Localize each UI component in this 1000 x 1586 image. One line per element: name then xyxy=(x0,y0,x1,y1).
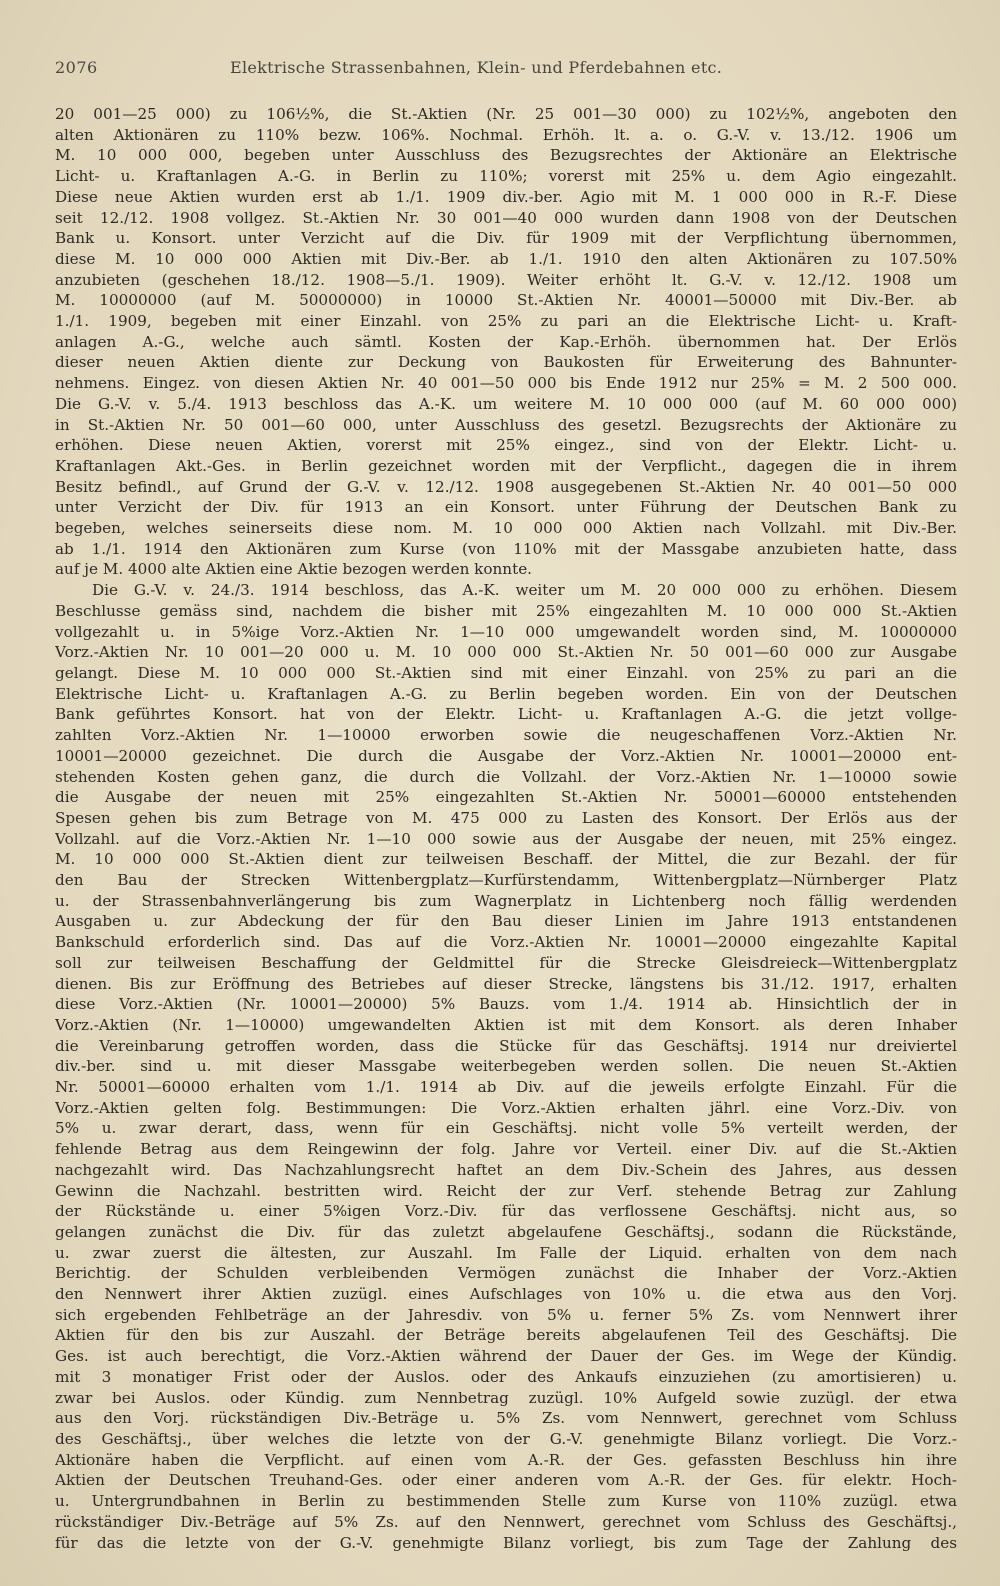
text-line: Kraftanlagen Akt.-Ges. in Berlin gezeichnet worden mit der Verpflicht., dagegen die in ihrem xyxy=(55,456,957,475)
text-line: Elektrische Licht- u. Kraftanlagen A.-G. zu Berlin begeben worden. Ein von der Deutschen xyxy=(55,684,957,703)
text-line: fehlende Betrag aus dem Reingewinn der folg. Jahre vor Verteil. einer Div. auf die St.-Aktien xyxy=(55,1140,957,1159)
running-head: Elektrische Strassenbahnen, Klein- und Pferdebahnen etc. xyxy=(230,58,723,77)
text-line: zahlten Vorz.-Aktien Nr. 1—10000 erworben sowie die neugeschaffenen Vorz.-Aktien Nr. xyxy=(55,726,957,745)
text-line: den Bau der Strecken Wittenbergplatz—Kurfürstendamm, Wittenbergplatz—Nürnberger Platz xyxy=(55,871,957,890)
text-line: M. 10 000 000, begeben unter Ausschluss des Bezugsrechtes der Aktionäre an Elektrische xyxy=(55,146,957,165)
text-line: Licht- u. Kraftanlagen A.-G. in Berlin zu 110%; vorerst mit 25% u. dem Agio eingezahlt. xyxy=(55,167,957,186)
text-line: auf je M. 4000 alte Aktien eine Aktie bezogen werden konnte. xyxy=(55,560,533,579)
text-line: 20 001—25 000) zu 106½%, die St.-Aktien (Nr. 25 001—30 000) zu 102½%, angeboten den xyxy=(55,105,957,123)
text-line: nachgezahlt wird. Das Nachzahlungsrecht haftet an dem Div.-Schein des Jahres, aus dessen xyxy=(55,1160,957,1179)
text-line: Bank u. Konsort. unter Verzicht auf die Div. für 1909 mit der Verpflichtung übernommen, xyxy=(55,229,957,248)
text-line: M. 10 000 000 St.-Aktien dient zur teilweisen Beschaff. der Mittel, die zur Bezahl. der für xyxy=(55,850,957,869)
text-line: Beschlusse gemäss sind, nachdem die bisher mit 25% eingezahlten M. 10 000 000 St.-Aktien xyxy=(55,601,957,620)
text-line: dienen. Bis zur Eröffnung des Betriebes auf dieser Strecke, längstens bis 31./12. 1917, erhalten xyxy=(55,974,957,993)
text-line: Vorz.-Aktien (Nr. 1—10000) umgewandelten Aktien ist mit dem Konsort. als deren Inhaber xyxy=(55,1015,957,1034)
text-line: nehmens. Eingez. von diesen Aktien Nr. 40 001—50 000 bis Ende 1912 nur 25% = M. 2 500 000. xyxy=(55,374,957,393)
text-line: soll zur teilweisen Beschaffung der Geldmittel für die Strecke Gleisdreieck—Wittenbergplatz xyxy=(55,953,957,972)
text-line: diese M. 10 000 000 Aktien mit Div.-Ber. ab 1./1. 1910 den alten Aktionären zu 107.50% xyxy=(55,249,957,268)
text-line: begeben, welches seinerseits diese nom. M. 10 000 000 Aktien nach Vollzahl. mit Div.-Ber. xyxy=(55,519,957,538)
text-line: seit 12./12. 1908 vollgez. St.-Aktien Nr. 30 001—40 000 wurden dann 1908 von der Deutschen xyxy=(55,208,957,227)
text-line: Vorz.-Aktien gelten folg. Bestimmungen: Die Vorz.-Aktien erhalten jährl. eine Vorz.-Div. von xyxy=(55,1098,957,1117)
text-line: u. der Strassenbahnverlängerung bis zum Wagnerplatz in Lichtenberg noch fällig werdenden xyxy=(55,891,957,910)
text-line: zwar bei Auslos. oder Kündig. zum Nennbetrag zuzügl. 10% Aufgeld sowie zuzügl. der etwa xyxy=(55,1388,957,1407)
text-line: Ges. ist auch berechtigt, die Vorz.-Aktien während der Dauer der Ges. im Wege der Kündig. xyxy=(55,1347,957,1366)
text-line: Ausgaben u. zur Abdeckung der für den Bau dieser Linien im Jahre 1913 entstandenen xyxy=(55,912,957,931)
text-line: Nr. 50001—60000 erhalten vom 1./1. 1914 ab Div. auf die jeweils erfolgte Einzahl. Für die xyxy=(55,1078,957,1097)
text-line: Vorz.-Aktien Nr. 10 001—20 000 u. M. 10 000 000 St.-Aktien Nr. 50 001—60 000 zur Ausgabe xyxy=(55,643,957,662)
text-line: erhöhen. Diese neuen Aktien, vorerst mit 25% eingez., sind von der Elektr. Licht- u. xyxy=(55,436,957,455)
text-line: Die G.-V. v. 5./4. 1913 beschloss das A.-K. um weitere M. 10 000 000 (auf M. 60 000 000) xyxy=(55,394,957,413)
text-line: die Vereinbarung getroffen worden, dass die Stücke für das Geschäftsj. 1914 nur dreiviertel xyxy=(55,1036,957,1055)
text-line: ab 1./1. 1914 den Aktionären zum Kurse (von 110% mit der Massgabe anzubieten hatte, dass xyxy=(55,539,957,558)
text-line: Besitz befindl., auf Grund der G.-V. v. 12./12. 1908 ausgegebenen St.-Aktien Nr. 40 001—50 000 xyxy=(55,477,957,496)
text-line: Aktien der Deutschen Treuhand-Ges. oder einer anderen vom A.-R. der Ges. für elektr. Hoch- xyxy=(55,1471,957,1490)
text-line: sich ergebenden Fehlbeträge an der Jahresdiv. von 5% u. ferner 5% Zs. vom Nennwert ihrer xyxy=(55,1305,957,1324)
page-number: 2076 xyxy=(55,58,98,77)
text-line: 5% u. zwar derart, dass, wenn für ein Geschäftsj. nicht volle 5% verteilt werden, der xyxy=(55,1119,957,1138)
text-line: Spesen gehen bis zum Betrage von M. 475 000 zu Lasten des Konsort. Der Erlös aus der xyxy=(55,808,957,827)
text-line: unter Verzicht der Div. für 1913 an ein Konsort. unter Führung der Deutschen Bank zu xyxy=(55,498,957,517)
text-line: Gewinn die Nachzahl. bestritten wird. Reicht der zur Verf. stehende Betrag zur Zahlung xyxy=(55,1181,957,1200)
text-line: Die G.-V. v. 24./3. 1914 beschloss, das A.-K. weiter um M. 20 000 000 zu erhöhen. Diesem xyxy=(92,581,957,600)
text-line: M. 10000000 (auf M. 50000000) in 10000 St.-Aktien Nr. 40001—50000 mit Div.-Ber. ab xyxy=(55,291,957,310)
text-line: den Nennwert ihrer Aktien zuzügl. eines Aufschlages von 10% u. die etwa aus den Vorj. xyxy=(55,1285,957,1304)
text-line: 10001—20000 gezeichnet. Die durch die Ausgabe der Vorz.-Aktien Nr. 10001—20000 ent- xyxy=(55,746,957,765)
text-line: in St.-Aktien Nr. 50 001—60 000, unter Ausschluss des gesetzl. Bezugsrechts der Aktionäre zu xyxy=(55,415,957,434)
text-line: alten Aktionären zu 110% bezw. 106%. Nochmal. Erhöh. lt. a. o. G.-V. v. 13./12. 1906 um xyxy=(55,125,957,144)
text-line: div.-ber. sind u. mit dieser Massgabe weiterbegeben werden sollen. Die neuen St.-Aktien xyxy=(55,1057,957,1076)
text-line: Bankschuld erforderlich sind. Das auf die Vorz.-Aktien Nr. 10001—20000 eingezahlte Kapital xyxy=(55,933,957,952)
text-line: u. zwar zuerst die ältesten, zur Auszahl. Im Falle der Liquid. erhalten von dem nach xyxy=(55,1243,957,1262)
text-line: aus den Vorj. rückständigen Div.-Beträge u. 5% Zs. vom Nennwert, gerechnet vom Schluss xyxy=(55,1409,957,1428)
text-line: stehenden Kosten gehen ganz, die durch die Vollzahl. der Vorz.-Aktien Nr. 1—10000 sowie xyxy=(55,767,957,786)
text-line: dieser neuen Aktien diente zur Deckung von Baukosten für Erweiterung des Bahnunter- xyxy=(55,353,957,372)
text-line: vollgezahlt u. in 5%ige Vorz.-Aktien Nr. 1—10 000 umgewandelt worden sind, M. 10000000 xyxy=(55,622,957,641)
text-line: diese Vorz.-Aktien (Nr. 10001—20000) 5% Bauzs. vom 1./4. 1914 ab. Hinsichtlich der in xyxy=(55,995,957,1014)
text-line: die Ausgabe der neuen mit 25% eingezahlten St.-Aktien Nr. 50001—60000 entstehenden xyxy=(55,788,957,807)
text-line: Aktionäre haben die Verpflicht. auf einen vom A.-R. der Ges. gefassten Beschluss hin ihre xyxy=(55,1450,957,1469)
text-line: anlagen A.-G., welche auch sämtl. Kosten der Kap.-Erhöh. übernommen hat. Der Erlös xyxy=(55,332,957,351)
text-line: Berichtig. der Schulden verbleibenden Vermögen zunächst die Inhaber der Vorz.-Aktien xyxy=(55,1264,957,1283)
text-line: Diese neue Aktien wurden erst ab 1./1. 1909 div.-ber. Agio mit M. 1 000 000 in R.-F. Diese xyxy=(55,187,957,206)
text-line: gelangen zunächst die Div. für das zuletzt abgelaufene Geschäftsj., sodann die Rückstände, xyxy=(55,1222,957,1241)
text-line: Aktien für den bis zur Auszahl. der Beträge bereits abgelaufenen Teil des Geschäftsj. Die xyxy=(55,1326,957,1345)
text-line: u. Untergrundbahnen in Berlin zu bestimmenden Stelle zum Kurse von 110% zuzügl. etwa xyxy=(55,1492,957,1511)
text-line: mit 3 monatiger Frist oder der Auslos. oder des Ankaufs einzuziehen (zu amortisieren) u. xyxy=(55,1367,957,1386)
text-line: rückständiger Div.-Beträge auf 5% Zs. auf den Nennwert, gerechnet vom Schluss des Geschäftsj., xyxy=(55,1512,957,1531)
text-line: Vollzahl. auf die Vorz.-Aktien Nr. 1—10 000 sowie aus der Ausgabe der neuen, mit 25% eingez. xyxy=(55,829,957,848)
text-line: des Geschäftsj., über welches die letzte von der G.-V. genehmigte Bilanz vorliegt. Die Vorz.- xyxy=(55,1430,957,1448)
page-header xyxy=(55,58,955,84)
text-line: für das die letzte von der G.-V. genehmigte Bilanz vorliegt, bis zum Tage der Zahlung des xyxy=(55,1533,957,1552)
text-line: Bank geführtes Konsort. hat von der Elektr. Licht- u. Kraftanlagen A.-G. die jetzt vollge- xyxy=(55,705,957,724)
text-line: gelangt. Diese M. 10 000 000 St.-Aktien sind mit einer Einzahl. von 25% zu pari an die xyxy=(55,663,957,682)
text-line: anzubieten (geschehen 18./12. 1908—5./1. 1909). Weiter erhöht lt. G.-V. v. 12./12. 1908 um xyxy=(55,270,957,289)
text-line: der Rückstände u. einer 5%igen Vorz.-Div. für das verflossene Geschäftsj. nicht aus, so xyxy=(55,1202,957,1221)
text-line: 1./1. 1909, begeben mit einer Einzahl. von 25% zu pari an die Elektrische Licht- u. Kraft- xyxy=(55,312,957,331)
body-text xyxy=(55,104,957,1553)
